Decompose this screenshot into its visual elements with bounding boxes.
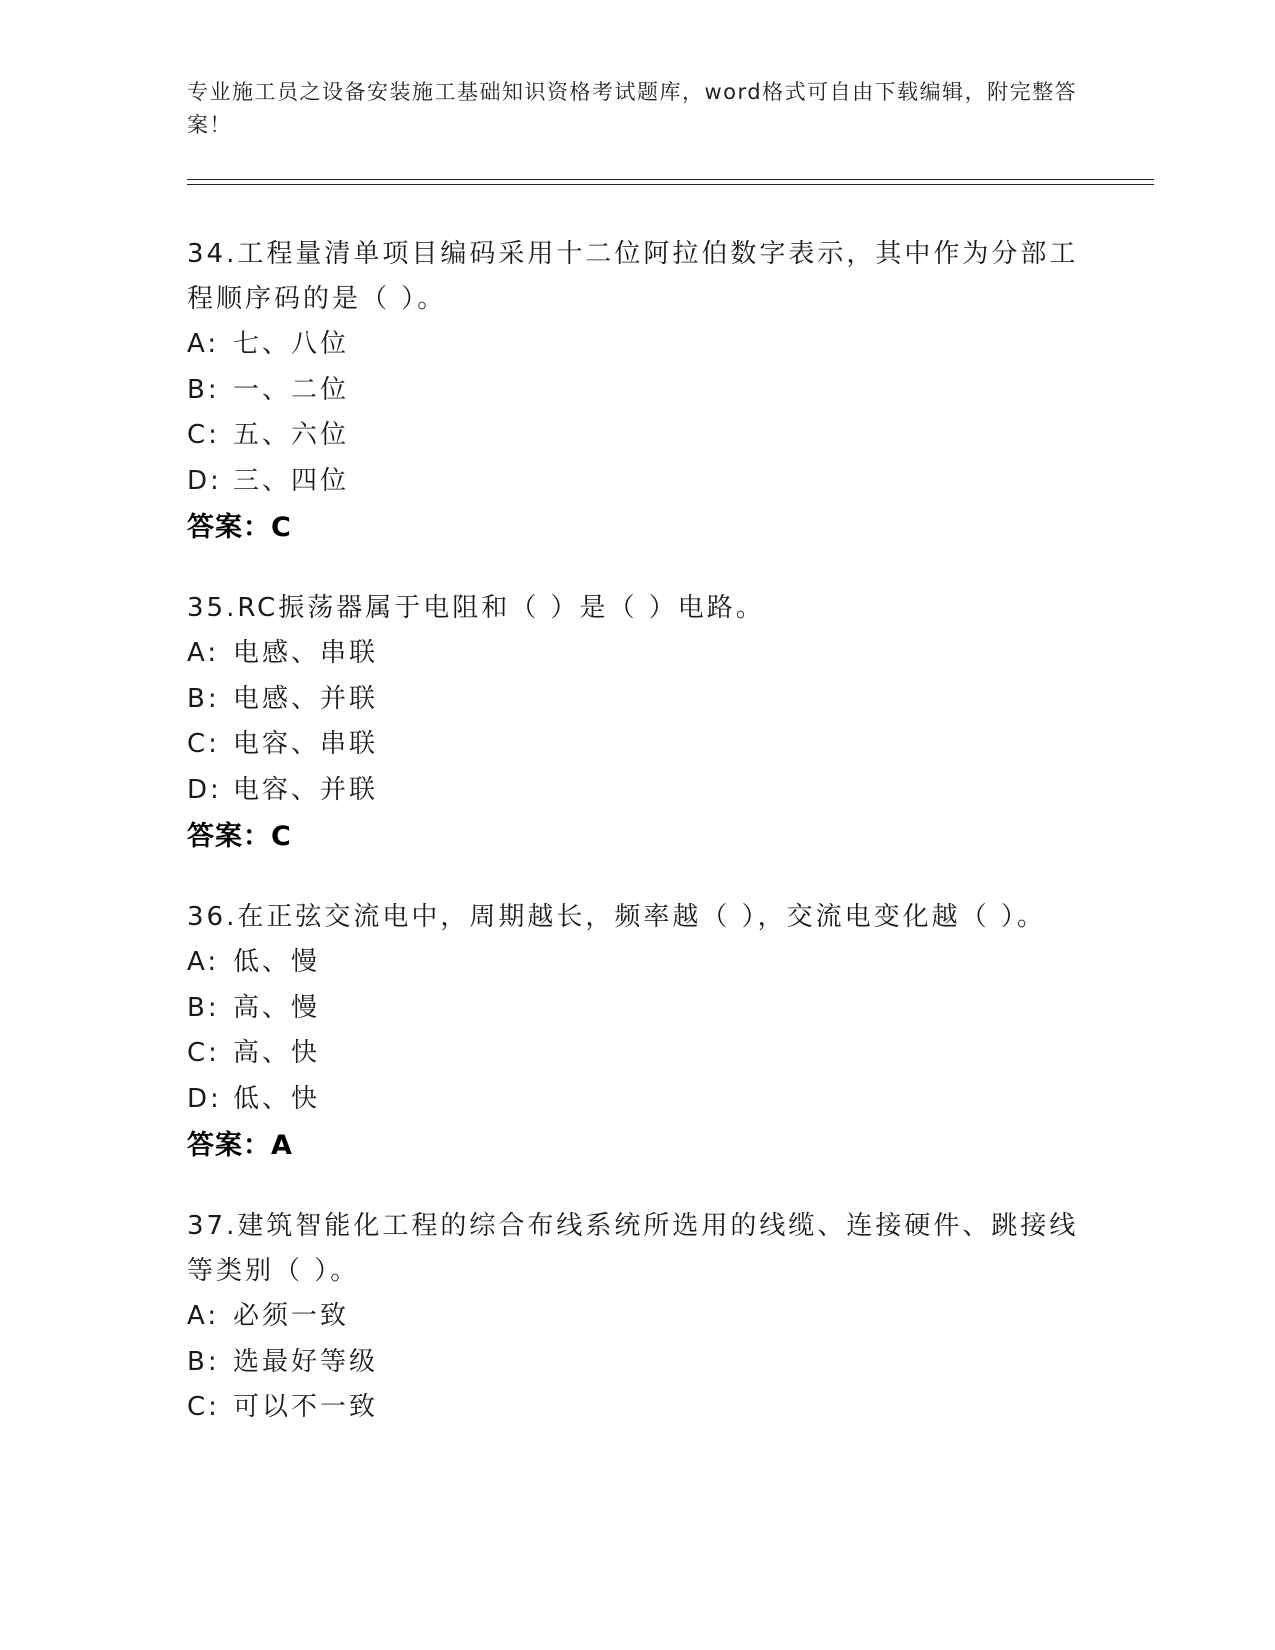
document-intro: 专业施工员之设备安装施工基础知识资格考试题库，word格式可自由下载编辑，附完整答案！ [187, 80, 1078, 137]
option-key: C: [187, 729, 220, 759]
option-key: B: [187, 992, 220, 1023]
option-key: C: [187, 420, 220, 450]
option-c [187, 722, 1087, 768]
option-key: B: [187, 374, 220, 405]
option-d [187, 768, 1087, 814]
option-key: D: [187, 1083, 222, 1114]
option-key: A: [187, 638, 220, 668]
option-b [187, 1340, 1087, 1386]
question-stem: 35.RC振荡器属于电阻和（ ）是（ ）电路。 [187, 593, 765, 623]
option-a [187, 1294, 1087, 1340]
option-key: C: [187, 1392, 220, 1422]
option-key: A: [187, 329, 220, 359]
answer-label: 答案：A [187, 1130, 293, 1161]
option-d [187, 459, 1087, 505]
header-divider-top [187, 179, 1154, 180]
option-b [187, 677, 1087, 723]
option-text: 电容、串联 [233, 729, 379, 759]
option-key: D: [187, 774, 222, 805]
option-text: 电容、并联 [233, 774, 379, 805]
question-list [187, 232, 1087, 1465]
option-text: 电感、并联 [233, 683, 379, 714]
option-d [187, 1077, 1087, 1123]
option-a [187, 940, 1087, 986]
option-text: 低、快 [233, 1083, 321, 1114]
option-a [187, 322, 1087, 368]
option-key: B: [187, 683, 220, 714]
header-divider-bottom [187, 184, 1154, 185]
option-text: 三、四位 [233, 465, 350, 496]
option-text: 高、快 [233, 1038, 321, 1068]
option-key: A: [187, 947, 220, 977]
option-c [187, 1385, 1087, 1431]
option-c [187, 413, 1087, 459]
option-text: 可以不一致 [233, 1392, 379, 1422]
question-35 [187, 586, 1087, 861]
option-text: 低、慢 [233, 947, 321, 977]
option-text: 高、慢 [233, 992, 321, 1023]
option-c [187, 1031, 1087, 1077]
answer-label: 答案：C [187, 512, 292, 543]
option-text: 一、二位 [233, 374, 350, 405]
option-text: 七、八位 [233, 329, 350, 359]
option-key: D: [187, 465, 222, 496]
question-34 [187, 232, 1087, 552]
option-text: 选最好等级 [233, 1346, 379, 1377]
option-a [187, 631, 1087, 677]
option-key: A: [187, 1301, 220, 1331]
option-b [187, 986, 1087, 1032]
question-stem: 34.工程量清单项目编码采用十二位阿拉伯数字表示，其中作为分部工程顺序码的是（ ）。 [187, 239, 1079, 314]
answer-label: 答案：C [187, 821, 292, 852]
option-key: C: [187, 1038, 220, 1068]
question-36 [187, 895, 1087, 1170]
question-stem: 36.在正弦交流电中，周期越长，频率越（ ），交流电变化越（ ）。 [187, 902, 1046, 932]
option-b [187, 368, 1087, 414]
option-text: 必须一致 [233, 1301, 350, 1331]
option-text: 五、六位 [233, 420, 350, 450]
question-37 [187, 1204, 1087, 1431]
option-text: 电感、串联 [233, 638, 379, 668]
option-key: B: [187, 1346, 220, 1377]
question-stem: 37.建筑智能化工程的综合布线系统所选用的线缆、连接硬件、跳接线等类别（ ）。 [187, 1211, 1079, 1286]
